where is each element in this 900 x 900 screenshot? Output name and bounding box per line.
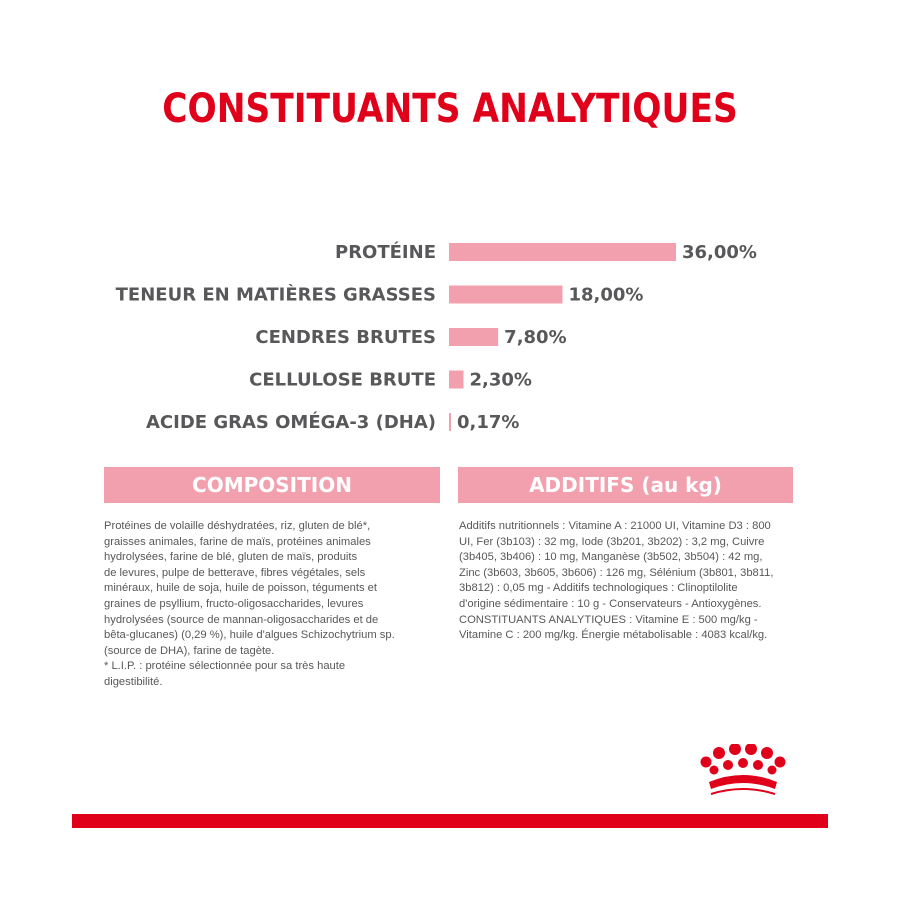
footer-bar — [72, 814, 828, 828]
category-label: CENDRES BRUTES — [255, 327, 436, 348]
royal-canin-crown-icon — [693, 744, 793, 800]
bar — [449, 328, 498, 346]
bar — [449, 286, 563, 304]
value-label: 36,00% — [682, 242, 757, 263]
composition-header-label: COMPOSITION — [192, 473, 352, 497]
value-label: 2,30% — [469, 369, 532, 391]
bar — [449, 371, 464, 389]
value-label: 0,17% — [457, 412, 520, 433]
additifs-text: Additifs nutritionnels : Vitamine A : 21000 UI, Vitamine D3 : 800 UI, Fer (3b103) : 32 mg, Iode (3b201, 3b202) : 3,2 mg, Cuivre (3b405, 3b406) : 10 mg, Manganèse (3b502, 3b504) : 42 mg, Zinc (3b603, 3b605, 3b606) : 126 mg, Sélénium (3b801, 3b811, 3b812) : 0,05 mg - Additifs technologiques : Clinoptilolite d'origine sédimentaire : 10 g - Conservateurs - Antioxygènes. CONSTITUANTS ANALYTIQUES : Vitamine E : 500 mg/kg - Vitamine C : 200 mg/kg. Énergie métabolisable : 4083 kcal/kg. — [459, 520, 774, 642]
category-label: TENEUR EN MATIÈRES GRASSES — [115, 284, 436, 306]
value-label: 7,80% — [504, 327, 567, 348]
category-label: PROTÉINE — [335, 242, 436, 263]
value-label: 18,00% — [568, 284, 644, 306]
additifs-header-label: ADDITIFS (au kg) — [529, 473, 722, 497]
category-label: CELLULOSE BRUTE — [249, 369, 436, 391]
category-label: ACIDE GRAS OMÉGA-3 (DHA) — [145, 412, 436, 433]
nutrient-bar-chart — [0, 225, 900, 445]
bar — [449, 243, 676, 261]
page-title: CONSTITUANTS ANALYTIQUES — [162, 86, 738, 132]
additifs-header — [458, 467, 793, 503]
composition-text: Protéines de volaille déshydratées, riz, gluten de blé*, graisses animales, farine de maïs, protéines animales hydrolysées, farine de blé, gluten de maïs, produits de levures, pulpe de betterave, fibres végétales, sels minéraux, huile de soja, huile de poisson, téguments et graines de psyllium, fructo-oligosaccharides, levures hydrolysées (source de mannan-oligosaccharides et de bêta-glucanes) (0,29 %), huile d'algues Schizochytrium sp. (source de DHA), farine de tagète. * L.I.P. : protéine sélectionnée pour sa très haute digestibilité. — [104, 520, 395, 688]
composition-header — [104, 467, 440, 503]
bar — [449, 413, 451, 431]
